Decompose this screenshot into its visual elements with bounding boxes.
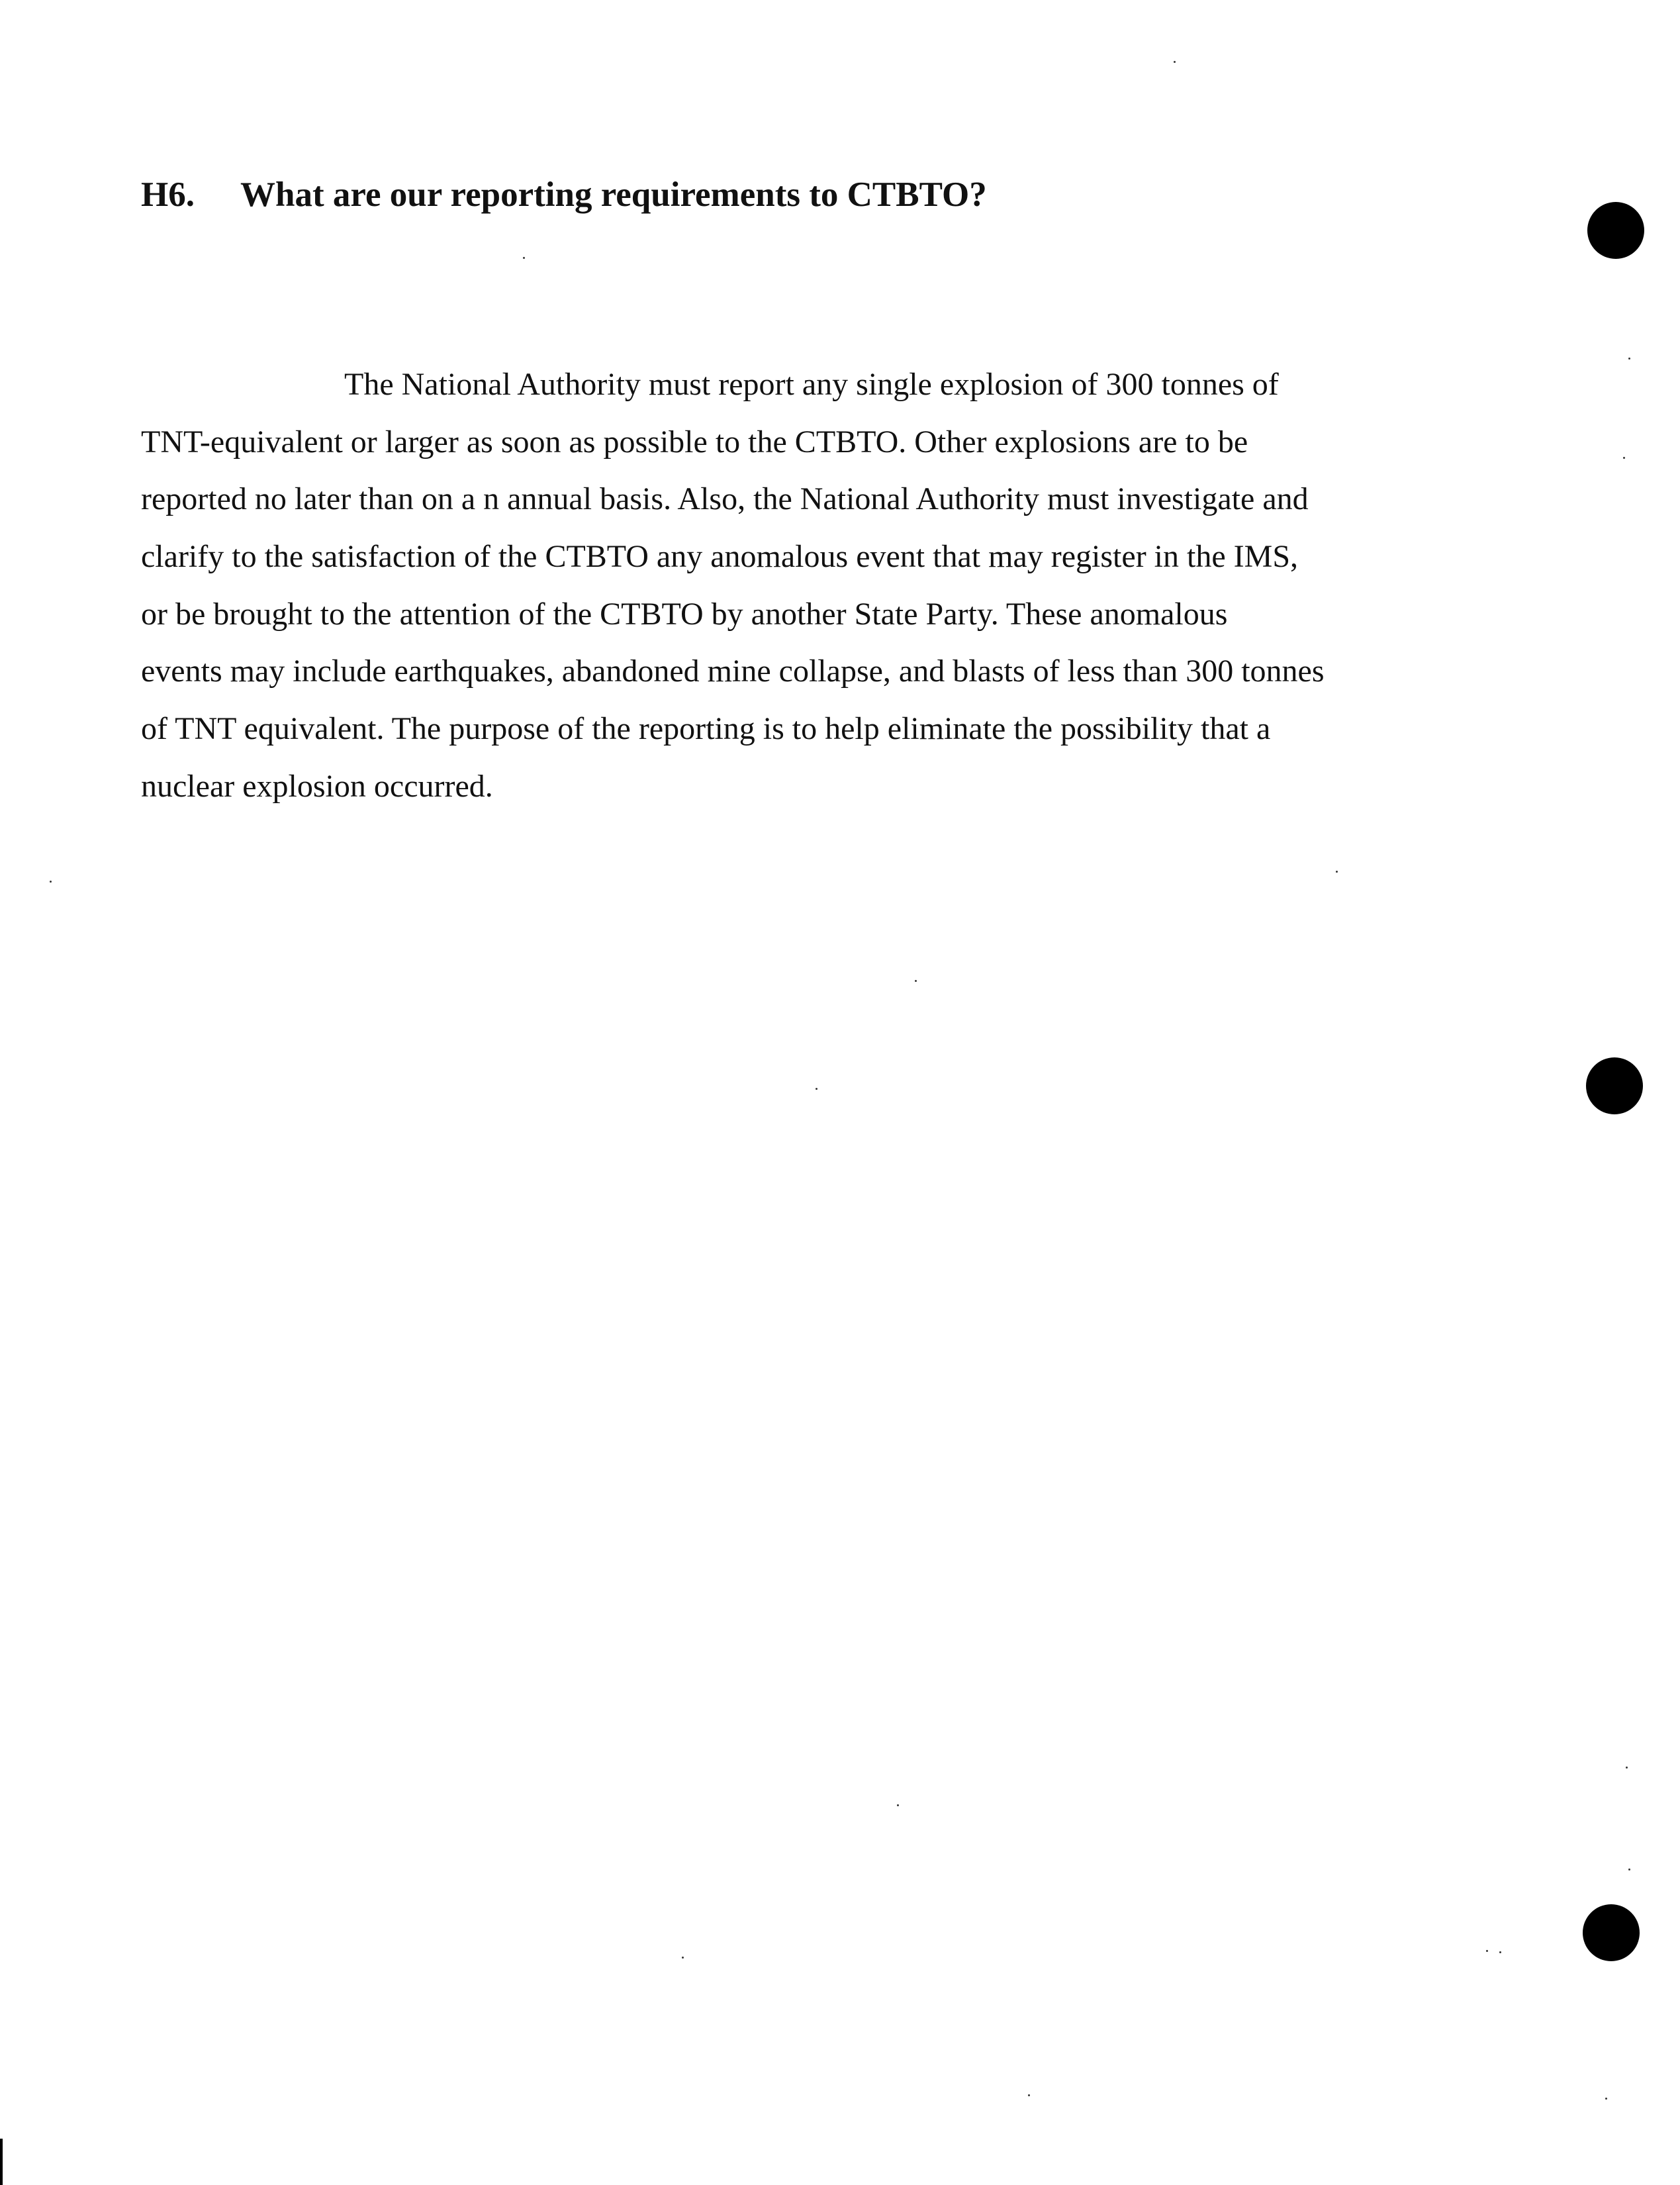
paragraph-line: reported no later than on a n annual basis. Also, the National Authority must investigate and [141,481,1309,517]
scan-edge-mark [0,2139,3,2185]
scan-speck [1174,61,1176,63]
scan-speck [1486,1950,1488,1952]
section-title: What are our reporting requirements to CTBTO? [240,175,987,214]
paragraph-line: events may include earthquakes, abandoned mine collapse, and blasts of less than 300 tonnes [141,654,1325,689]
section-number: H6. [141,175,195,214]
scan-speck [1336,871,1338,873]
binder-hole [1586,1057,1643,1114]
scan-speck [523,257,525,259]
binder-hole [1587,202,1644,259]
binder-hole [1583,1904,1640,1961]
paragraph-line: The National Authority must report any single explosion of 300 tonnes of [344,367,1279,402]
scan-speck [1623,457,1625,459]
scan-speck [50,881,52,883]
scan-speck [1628,358,1630,360]
scan-speck [1605,2098,1607,2100]
paragraph-line: TNT-equivalent or larger as soon as possible to the CTBTO. Other explosions are to be [141,424,1248,460]
scan-speck [1499,1951,1501,1953]
scan-speck [897,1804,899,1806]
scan-speck [682,1957,684,1959]
paragraph-line: or be brought to the attention of the CTBTO by another State Party. These anomalous [141,596,1228,632]
section-heading [141,177,987,213]
scan-speck [1628,1869,1630,1870]
scan-speck [915,980,917,982]
scan-speck [816,1088,817,1090]
paragraph-line: clarify to the satisfaction of the CTBTO any anomalous event that may register in the IMS, [141,539,1299,575]
body-paragraph [141,356,1465,816]
paragraph-line: nuclear explosion occurred. [141,768,493,804]
scan-speck [1626,1767,1628,1769]
scan-speck [1028,2094,1030,2096]
paragraph-line: of TNT equivalent. The purpose of the reporting is to help eliminate the possibility that a [141,711,1271,747]
